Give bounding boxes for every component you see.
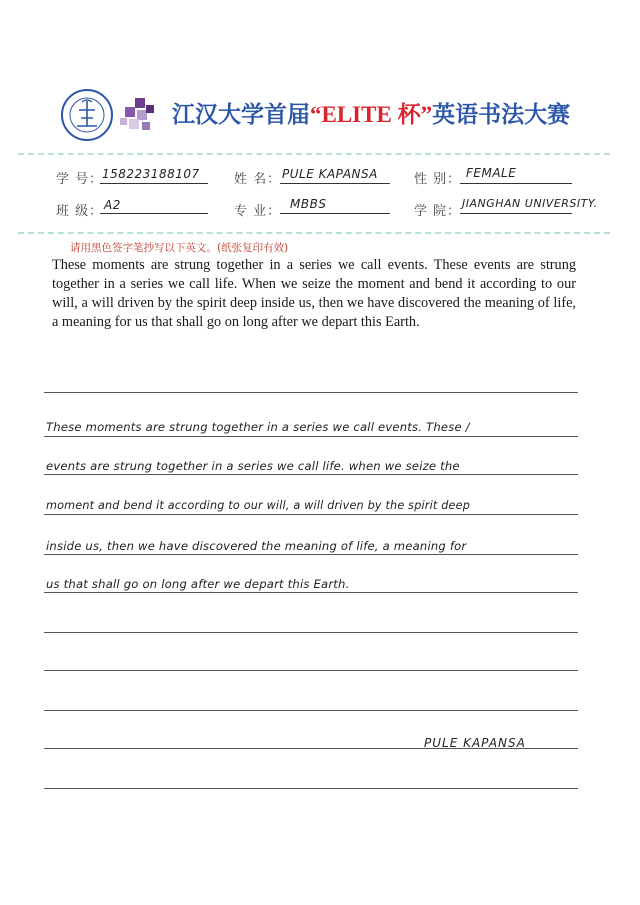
school-label: 学 院： [414,204,462,219]
writing-line [44,788,578,789]
class-underline [100,213,208,214]
cube-logo-icon [120,98,158,134]
handwritten-line: us that shall go on long after we depart this Earth. [46,577,350,591]
signature: PULE KAPANSA [424,736,526,750]
gender-underline [460,183,572,184]
handwritten-line: inside us, then we have discovered the meaning of life, a meaning for [46,539,467,553]
title-cn-suffix: 英语书法大赛 [432,102,571,128]
student-id-value: 15822318810​7 [102,167,200,181]
class-label: 班 级： [56,204,104,219]
contest-title [172,96,570,129]
gender-value: FEMALE [466,166,517,180]
university-seal-icon [60,88,114,142]
major-underline [280,213,390,214]
student-id-underline [100,183,208,184]
writing-line [44,554,578,555]
school-value: JIANGHAN UNIVERSITY. [462,197,598,210]
title-elite: ELITE 杯 [321,102,421,127]
title-quote-close: ” [420,102,433,127]
instruction-text: 请用黑色签字笔抄写以下英文。(纸张复印有效) [70,242,289,254]
writing-line [44,670,578,671]
writing-line [44,592,578,593]
handwritten-line: events are strung together in a series we call life. when we seize the [46,459,460,473]
printed-passage: These moments are strung together in a series we call events. These events are strung together in a series we call life. When we seize the moment and bend it according to our will, a will driven by the spirit deep inside us, then we have discovered the meaning of life, a meaning for us that shall go on long after we depart this Earth. [52,257,576,330]
major-value: MBBS [290,197,327,211]
gender-label: 性 别： [414,172,462,187]
header-divider-top [18,153,610,155]
writing-line [44,392,578,393]
writing-line [44,632,578,633]
school-underline [460,213,572,214]
student-id-label: 学 号： [56,172,104,187]
major-label: 专 业： [234,204,282,219]
handwritten-line: moment and bend it according to our will, a will driven by the spirit deep [46,499,471,512]
handwritten-line: These moments are strung together in a series we call events. These / [46,420,470,434]
name-underline [280,183,390,184]
name-label: 姓 名： [234,172,282,187]
writing-line [44,474,578,475]
class-value: A2 [104,198,121,212]
writing-line [44,436,578,437]
writing-line [44,514,578,515]
title-cn-prefix: 江汉大学首届 [172,102,310,128]
name-value: PULE KAPANSA [282,167,378,181]
title-quote-open: “ [310,102,322,127]
writing-line [44,710,578,711]
header-divider-bottom [18,232,610,234]
